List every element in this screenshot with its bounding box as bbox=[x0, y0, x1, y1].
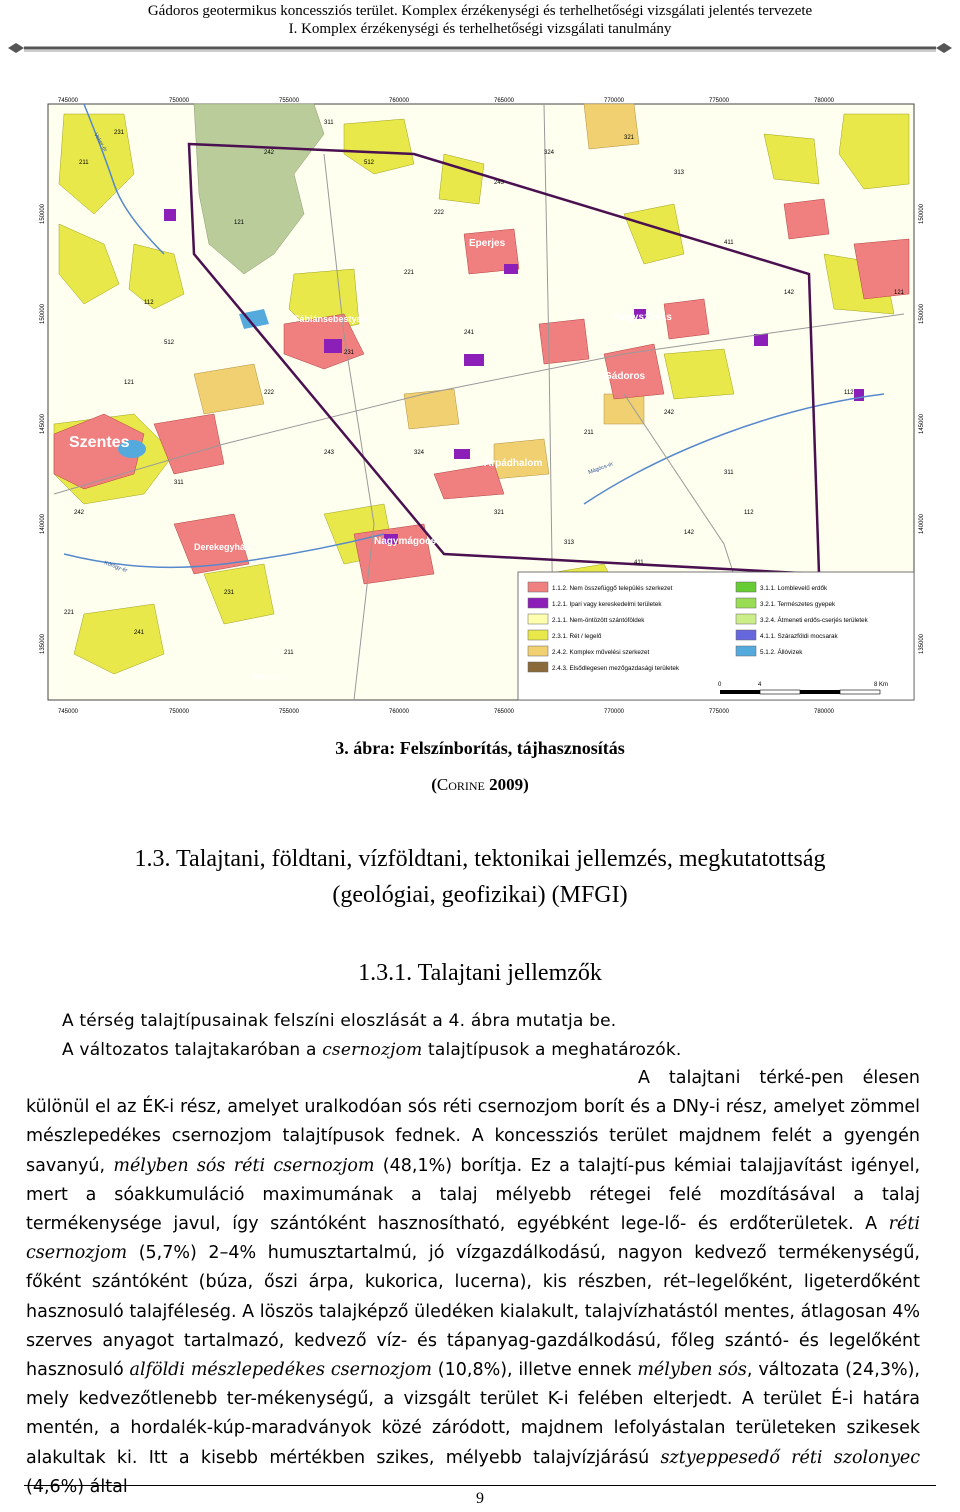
map-canvas bbox=[24, 94, 936, 720]
river-label: Kórógy-ér bbox=[103, 560, 129, 575]
river-label: Mágócs-ér bbox=[587, 461, 615, 476]
landcover-code: 324 bbox=[544, 150, 555, 156]
figure-caption: 3. ábra: Felszínborítás, tájhasznosítás bbox=[335, 738, 625, 758]
term-melyben-sos-reti: mélyben sós réti csernozjom bbox=[113, 1155, 375, 1176]
landcover-code: 222 bbox=[264, 390, 275, 396]
landcover-code: 211 bbox=[284, 650, 294, 656]
landcover-code: 242 bbox=[264, 150, 275, 156]
legend-swatch bbox=[528, 662, 548, 672]
landcover-code: 112 bbox=[144, 300, 154, 306]
legend-swatch bbox=[528, 614, 548, 624]
landcover-code: 243 bbox=[494, 180, 505, 186]
header-rule bbox=[8, 42, 952, 54]
landcover-code: 231 bbox=[344, 350, 355, 356]
footer-rule bbox=[24, 1485, 936, 1486]
paragraph-intro: A térség talajtípusainak felszíni eloszlását a 4. ábra mutatja be. bbox=[62, 1011, 617, 1031]
legend-swatch bbox=[528, 598, 548, 608]
source-corine: Corine bbox=[436, 775, 485, 794]
legend-label: 1.2.1. Ipari vagy kereskedelmi területek bbox=[552, 601, 662, 608]
x-tick-top: 750000 bbox=[169, 98, 190, 104]
landcover-code: 142 bbox=[684, 530, 695, 536]
landcover-code: 321 bbox=[624, 135, 635, 141]
legend-swatch bbox=[528, 646, 548, 656]
body-paragraph: A talajtani térké-pen élesen különül el az ÉK-i rész, amelyet uralkodóan sós réti csernozjom borít és a DNy-i rész, amelyet zömmel mészlepedékes csernozjom talajtípusok fednek. A koncessziós terület majdnem felét a gyengén savanyú, mélyben sós réti csernozjom (48,1%) borítja. Ez a talajtí-pus kémiai talajjavítást igényel, mert a sóakkumuláció maximumának a talaj mélyebb rétegei felé mozdításával a talaj termékenysége javul, így szántóként hasznosítható, egyébként lege-lő- és erdőterületek. A réti csernozjom (5,7%) 2–4% humusztartalmú, jó vízgazdálkodású, nagyon kedvező termékenységű, főként szántóként (búza, őszi árpa, kukorica, lucerna), kis részben, rét–legelőként, ligeterdőként hasznosuló talajféleség. A löszös talajképző üledéken kialakult, talajvízhatástól mentes, átlagosan 4% szerves anyagot tartalmazó, kedvező víz- és tápanyag-gazdálkodású, főleg szántó- és legelőként hasznosuló alföldi mészlepedékes csernozjom (10,8%), illetve ennek mélyben sós, változata (24,3%), mely kedvezőtlenebb ter-mékenységű, a vizsgált terület K-i felében elterjedt. A terület É-i határa mentén, a hordalék-kúp-maradványok közé záródott, majdnem lefolyástalan területeken szikesek alakultak ki. Itt a kisebb mértékben szikes, mélyebb talajvízjárású sztyeppesedő réti szolonyec (4,6%) által bbox=[26, 1068, 921, 1497]
legend-label: 2.3.1. Rét / legelő bbox=[552, 633, 602, 640]
legend-label: 2.4.2. Komplex művelési szerkezet bbox=[552, 649, 650, 656]
legend-label: 5.1.2. Állóvizek bbox=[760, 649, 803, 656]
legend-label: 2.4.3. Elsődlegesen mezőgazdasági területek bbox=[552, 665, 680, 672]
x-tick-bottom: 745000 bbox=[58, 709, 79, 715]
x-tick-top: 745000 bbox=[58, 98, 79, 104]
y-tick-right: 150000 bbox=[919, 203, 925, 224]
x-tick-bottom: 760000 bbox=[389, 709, 410, 715]
place-label: Szentes bbox=[69, 434, 130, 451]
paragraph-csernozjom: A változatos talajtakaróban a csernozjom talajtípusok a meghatározók. bbox=[62, 1040, 682, 1060]
landcover-code: 321 bbox=[494, 510, 505, 516]
legend-label: 3.2.4. Átmeneti erdős-cserjés területek bbox=[760, 617, 868, 624]
place-label: Nagymágocs bbox=[374, 536, 437, 547]
landcover-code: 313 bbox=[564, 540, 575, 546]
place-label: Nagyszénás bbox=[614, 312, 672, 323]
landcover-code: 241 bbox=[134, 630, 145, 636]
place-label: Eperjes bbox=[469, 238, 506, 249]
landcover-code: 411 bbox=[724, 240, 734, 246]
place-label: Tompahát bbox=[252, 674, 285, 681]
landcover-code: 112 bbox=[844, 390, 854, 396]
page-header bbox=[0, 0, 960, 38]
y-tick-left: 135000 bbox=[40, 633, 46, 654]
legend-label: 2.1.1. Nem-öntözött szántóföldek bbox=[552, 617, 645, 624]
legend-swatch bbox=[736, 630, 756, 640]
x-tick-bottom: 770000 bbox=[604, 709, 625, 715]
landcover-code: 121 bbox=[124, 380, 135, 386]
subsection-heading: 1.3.1. Talajtani jellemzők bbox=[358, 960, 602, 986]
legend-swatch bbox=[736, 614, 756, 624]
page-number: 9 bbox=[476, 1490, 484, 1507]
section-heading-line1: 1.3. Talajtani, földtani, vízföldtani, tektonikai jellemzés, megkutatottság bbox=[134, 846, 826, 872]
y-tick-right: 135000 bbox=[919, 633, 925, 654]
x-tick-bottom: 775000 bbox=[709, 709, 730, 715]
x-tick-bottom: 750000 bbox=[169, 709, 190, 715]
y-tick-left: 150000 bbox=[40, 203, 46, 224]
scale-label: 0 bbox=[718, 682, 722, 688]
x-tick-top: 770000 bbox=[604, 98, 625, 104]
x-tick-top: 755000 bbox=[279, 98, 300, 104]
legend-swatch bbox=[528, 582, 548, 592]
legend-label: 4.1.1. Szárazföldi mocsarak bbox=[760, 633, 838, 640]
legend-swatch bbox=[736, 582, 756, 592]
term-reti-csernozjom: réti csernozjom bbox=[26, 1214, 920, 1264]
landcover-code: 512 bbox=[164, 340, 175, 346]
x-tick-bottom: 780000 bbox=[814, 709, 835, 715]
x-tick-bottom: 755000 bbox=[279, 709, 300, 715]
x-tick-top: 760000 bbox=[389, 98, 410, 104]
landcover-code: 311 bbox=[174, 480, 184, 486]
landcover-code: 112 bbox=[744, 510, 754, 516]
y-tick-right: 150000 bbox=[919, 303, 925, 324]
x-tick-bottom: 765000 bbox=[494, 709, 515, 715]
x-tick-top: 780000 bbox=[814, 98, 835, 104]
header-title: Gádoros geotermikus koncessziós terület. Komplex érzékenységi és terhelhetőségi vizsgálati jelentés tervezete bbox=[147, 3, 813, 19]
land-cover-map bbox=[24, 94, 936, 720]
landcover-code: 241 bbox=[464, 330, 475, 336]
legend-swatch bbox=[736, 598, 756, 608]
place-label: Fábiánsebestyén bbox=[294, 314, 368, 324]
x-tick-top: 775000 bbox=[709, 98, 730, 104]
landcover-code: 231 bbox=[114, 130, 125, 136]
landcover-code: 243 bbox=[324, 450, 335, 456]
landcover-code: 222 bbox=[434, 210, 445, 216]
y-tick-right: 140000 bbox=[919, 513, 925, 534]
legend-label: 3.2.1. Természetes gyepek bbox=[760, 601, 836, 608]
term-szolonyec: sztyeppesedő réti szolonyec bbox=[660, 1447, 920, 1468]
legend-label: 3.1.1. Lomblevelű erdők bbox=[760, 585, 828, 592]
legend-swatch bbox=[736, 646, 756, 656]
landcover-code: 211 bbox=[584, 430, 594, 436]
header-subtitle: I. Komplex érzékenységi és terhelhetőségi vizsgálati tanulmány bbox=[288, 21, 672, 37]
landcover-code: 121 bbox=[894, 290, 905, 296]
term-melyben-sos: mélyben sós bbox=[637, 1360, 747, 1381]
scale-bar bbox=[720, 690, 880, 694]
landcover-code: 142 bbox=[784, 290, 795, 296]
section-heading-line2: (geológiai, geofizikai) (MFGI) bbox=[332, 882, 628, 908]
figure-source: (Corine 2009) bbox=[431, 775, 529, 794]
place-label: Árpádhalom bbox=[484, 458, 543, 469]
y-tick-left: 140000 bbox=[40, 513, 46, 534]
place-label: Gádoros bbox=[604, 371, 646, 382]
landcover-code: 231 bbox=[224, 590, 235, 596]
river-label: Veker-ér bbox=[92, 132, 108, 154]
landcover-code: 313 bbox=[674, 170, 685, 176]
y-tick-right: 145000 bbox=[919, 413, 925, 434]
landcover-code: 311 bbox=[724, 470, 734, 476]
landcover-code: 221 bbox=[404, 270, 415, 276]
scale-label: 4 bbox=[758, 682, 762, 688]
y-tick-left: 150000 bbox=[40, 303, 46, 324]
landcover-code: 324 bbox=[414, 450, 425, 456]
landcover-code: 411 bbox=[634, 560, 644, 566]
y-tick-left: 145000 bbox=[40, 413, 46, 434]
scale-label: 8 Km bbox=[874, 682, 889, 688]
landcover-code: 512 bbox=[364, 160, 375, 166]
term-alfoldi: alföldi mészlepedékes csernozjom bbox=[129, 1360, 432, 1381]
landcover-code: 242 bbox=[664, 410, 675, 416]
landcover-code: 221 bbox=[64, 610, 75, 616]
x-tick-top: 765000 bbox=[494, 98, 515, 104]
place-label: Derekegyház bbox=[194, 542, 250, 552]
landcover-code: 211 bbox=[79, 160, 89, 166]
term-csernozjom: csernozjom bbox=[322, 1040, 423, 1060]
legend-label: 1.1.2. Nem összefüggő település szerkezet bbox=[552, 585, 673, 592]
landcover-code: 311 bbox=[324, 120, 334, 126]
landcover-code: 242 bbox=[74, 510, 85, 516]
legend-swatch bbox=[528, 630, 548, 640]
landcover-code: 121 bbox=[234, 220, 245, 226]
